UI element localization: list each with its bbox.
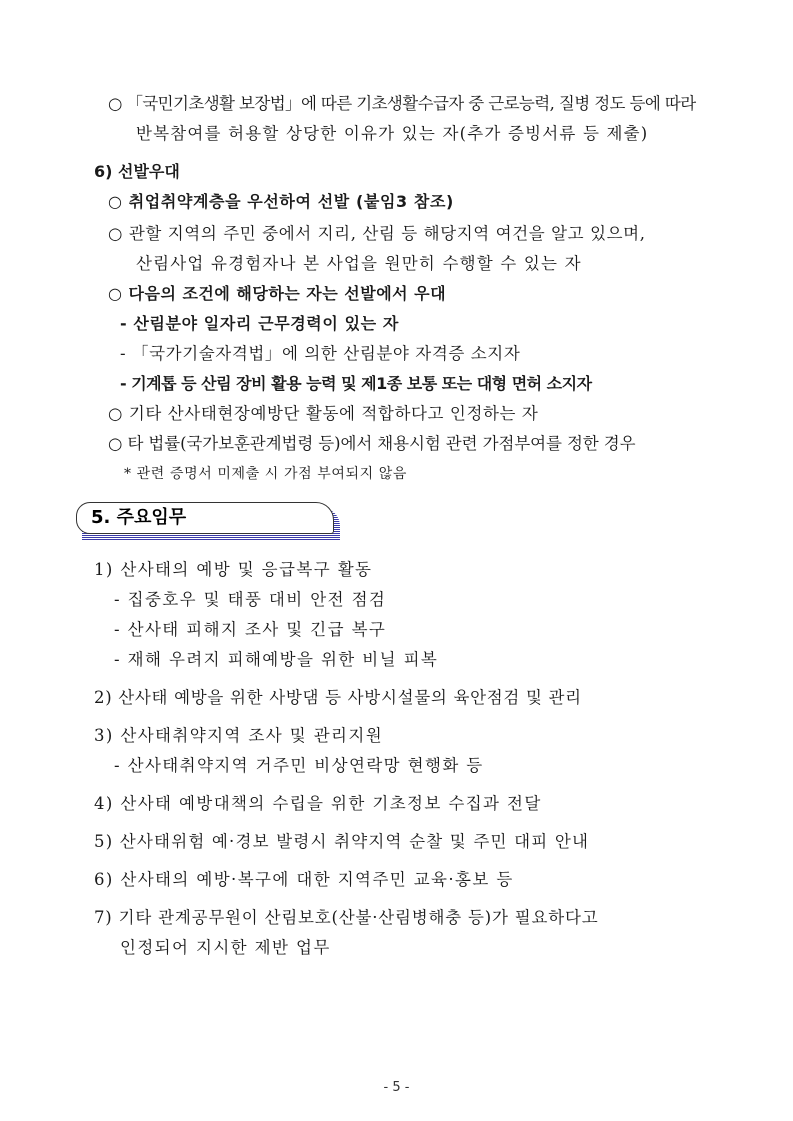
duty-subitem-1-3: - 재해 우려지 피해예방을 위한 비닐 피복 — [114, 650, 439, 669]
duty-subitem-1-2: - 산사태 피해지 조사 및 긴급 복구 — [114, 620, 387, 639]
eligibility-item-basic-livelihood: ○ 「국민기초생활 보장법」에 따른 기초생활수급자 중 근로능력, 질병 정도 등에 따라 — [108, 94, 696, 113]
section-header-tab — [76, 502, 340, 540]
preference-item-conditions: ○ 다음의 조건에 해당하는 자는 선발에서 우대 — [108, 284, 447, 303]
condition-item-equipment-license: - 기계톱 등 산림 장비 활용 능력 및 제1종 보통 또는 대형 면허 소지자 — [120, 374, 592, 393]
duty-item-5: 5) 산사태위험 예·경보 발령시 취약지역 순찰 및 주민 대피 안내 — [94, 832, 590, 851]
preference-item-other-law: ○ 타 법률(국가보훈관계법령 등)에서 채용시험 관련 가점부여를 정한 경우 — [108, 434, 636, 453]
duty-item-3: 3) 산사태취약지역 조사 및 관리지원 — [94, 726, 384, 745]
duty-item-1: 1) 산사태의 예방 및 응급복구 활동 — [94, 560, 373, 579]
preference-item-local-resident-cont: 산림사업 유경험자나 본 사업을 원만히 수행할 수 있는 자 — [136, 254, 582, 273]
duty-item-7: 7) 기타 관계공무원이 산림보호(산불·산림병해충 등)가 필요하다고 — [94, 908, 599, 927]
duty-item-7-cont: 인정되어 지시한 제반 업무 — [120, 938, 331, 957]
duty-item-6: 6) 산사태의 예방·복구에 대한 지역주민 교육·홍보 등 — [94, 870, 514, 889]
preference-item-local-resident: ○ 관할 지역의 주민 중에서 지리, 산림 등 해당지역 여건을 알고 있으며, — [108, 224, 646, 243]
condition-item-certificate: - 「국가기술자격법」에 의한 산림분야 자격증 소지자 — [120, 344, 521, 363]
section-title: 5. 주요임무 — [91, 507, 187, 528]
subsection-heading-preference: 6) 선발우대 — [94, 162, 180, 181]
section-header-box — [76, 502, 334, 534]
eligibility-item-continuation: 반복참여를 허용할 상당한 이유가 있는 자(추가 증빙서류 등 제출) — [136, 124, 649, 143]
duty-item-2: 2) 산사태 예방을 위한 사방댐 등 사방시설물의 육안점검 및 관리 — [94, 688, 582, 707]
duty-subitem-3-1: - 산사태취약지역 거주민 비상연락망 현행화 등 — [114, 756, 484, 775]
page-number: - 5 - — [383, 1080, 410, 1095]
duty-item-4: 4) 산사태 예방대책의 수립을 위한 기초정보 수집과 전달 — [94, 794, 542, 813]
preference-item-other: ○ 기타 산사태현장예방단 활동에 적합하다고 인정하는 자 — [108, 404, 539, 423]
footnote-certificate: * 관련 증명서 미제출 시 가점 부여되지 않음 — [124, 466, 408, 482]
duty-subitem-1-1: - 집중호우 및 태풍 대비 안전 점검 — [114, 590, 387, 609]
condition-item-forestry-experience: - 산림분야 일자리 근무경력이 있는 자 — [120, 314, 399, 333]
preference-item-vulnerable: ○ 취업취약계층을 우선하여 선발 (붙임3 참조) — [108, 192, 454, 211]
